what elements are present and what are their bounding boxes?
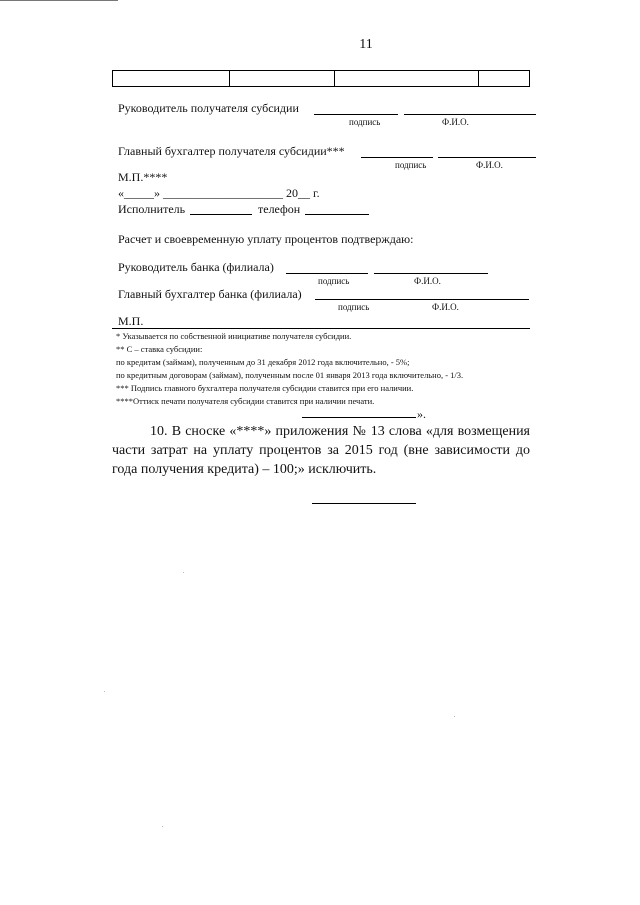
scan-speck bbox=[183, 572, 184, 573]
stamp-mark: М.П.**** bbox=[118, 170, 168, 184]
scan-speck bbox=[162, 826, 163, 827]
fio-line bbox=[404, 114, 536, 115]
table-cell bbox=[230, 71, 335, 86]
scan-speck bbox=[454, 716, 455, 717]
bank-chief-accountant-label: Главный бухгалтер банка (филиала) bbox=[118, 287, 302, 301]
bank-confirm-text: Расчет и своевременную уплату процентов подтверждаю: bbox=[118, 232, 414, 246]
end-rule bbox=[312, 503, 416, 504]
table-cell bbox=[335, 71, 479, 86]
signature-caption: подпись bbox=[338, 302, 370, 312]
signature-caption: подпись bbox=[318, 276, 350, 286]
executor-line bbox=[190, 214, 252, 215]
paragraph-10-text: 10. В сноске «****» приложения № 13 слова «для возмещения части затрат на уплату процентов за 2015 год (вне зависимости до года получения кредита) – 100;» исключить. bbox=[112, 424, 530, 477]
bank-stamp-mark: М.П. bbox=[118, 314, 144, 328]
executor-label: Исполнитель bbox=[118, 202, 186, 216]
date-line: «_____» ____________________ 20__ г. bbox=[118, 186, 320, 200]
fio-caption: Ф.И.О. bbox=[432, 302, 459, 312]
bank-chief-signature-line bbox=[315, 299, 529, 300]
fio-caption: Ф.И.О. bbox=[414, 276, 441, 286]
fio-caption: Ф.И.О. bbox=[442, 117, 469, 127]
closing-line bbox=[302, 417, 416, 418]
phone-label: телефон bbox=[258, 202, 301, 216]
closing-quote: ». bbox=[417, 407, 426, 421]
footnote: ** С – ставка субсидии: bbox=[116, 344, 203, 354]
bank-head-label: Руководитель банка (филиала) bbox=[118, 260, 274, 274]
signature-line bbox=[361, 157, 433, 158]
fio-line bbox=[438, 157, 536, 158]
signature-line bbox=[286, 273, 368, 274]
footnote: *** Подпись главного бухгалтера получателя субсидии ставится при его наличии. bbox=[116, 383, 414, 393]
page-number: 11 bbox=[359, 37, 373, 52]
footnote: ****Оттиск печати получателя субсидии ставится при наличии печати. bbox=[116, 396, 375, 406]
footnote: по кредитам (займам), полученным до 31 декабря 2012 года включительно, - 5%; bbox=[116, 357, 410, 367]
head-recipient-label: Руководитель получателя субсидии bbox=[118, 101, 299, 115]
paragraph-10 bbox=[112, 422, 530, 479]
signature-caption: подпись bbox=[349, 117, 381, 127]
scan-speck bbox=[104, 691, 105, 692]
signature-caption: подпись bbox=[395, 160, 427, 170]
footnote-separator bbox=[112, 328, 530, 329]
footnote: * Указывается по собственной инициативе получателя субсидии. bbox=[116, 331, 352, 341]
signature-line bbox=[314, 114, 398, 115]
fio-line bbox=[374, 273, 488, 274]
table-cell bbox=[113, 71, 230, 86]
fio-caption: Ф.И.О. bbox=[476, 160, 503, 170]
table-cell bbox=[479, 71, 529, 86]
footnote: по кредитным договорам (займам), полученным после 01 января 2013 года включительно, - 1/3. bbox=[116, 370, 464, 380]
chief-accountant-recipient-label: Главный бухгалтер получателя субсидии*** bbox=[118, 144, 345, 158]
phone-line bbox=[305, 214, 369, 215]
table-row bbox=[112, 70, 530, 87]
top-edge-rule bbox=[0, 0, 118, 1]
